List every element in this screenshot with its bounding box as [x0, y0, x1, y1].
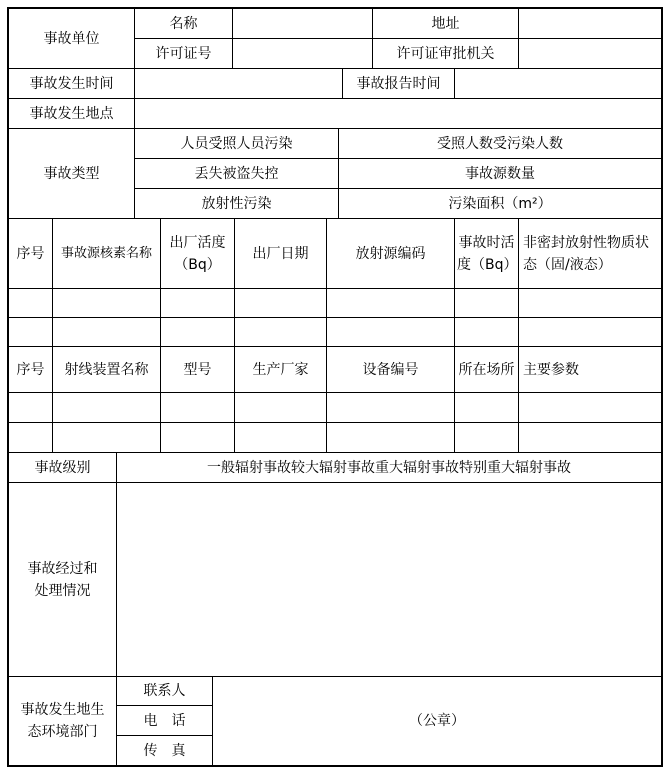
- source-row-1-incident-activity[interactable]: [455, 289, 519, 318]
- level-label: 事故级别: [9, 453, 117, 483]
- license-authority-label: 许可证审批机关: [373, 39, 519, 69]
- source-header-nuclide: 事故源核素名称: [53, 219, 161, 289]
- phone-label: 电 话: [117, 706, 213, 736]
- occur-place-value[interactable]: [135, 99, 661, 129]
- device-row-1-index[interactable]: [9, 393, 53, 423]
- address-label: 地址: [373, 9, 519, 39]
- process-value[interactable]: [117, 483, 661, 677]
- address-value[interactable]: [519, 9, 661, 39]
- device-row-2-params[interactable]: [519, 423, 661, 453]
- source-row-1-index[interactable]: [9, 289, 53, 318]
- type-exposure-count[interactable]: 受照人数受污染人数: [339, 129, 661, 159]
- type-pollution-area[interactable]: 污染面积（m²）: [339, 189, 661, 219]
- source-row-1-factory-date[interactable]: [235, 289, 327, 318]
- device-row-1-name[interactable]: [53, 393, 161, 423]
- device-header-params: 主要参数: [519, 347, 661, 393]
- contact-label: 联系人: [117, 677, 213, 706]
- source-header-state: 非密封放射性物质状态（固/液态）: [519, 219, 661, 289]
- type-radioactive-pollution[interactable]: 放射性污染: [135, 189, 339, 219]
- occur-time-value[interactable]: [135, 69, 343, 99]
- report-time-value[interactable]: [455, 69, 661, 99]
- type-source-count[interactable]: 事故源数量: [339, 159, 661, 189]
- type-person-exposure[interactable]: 人员受照人员污染: [135, 129, 339, 159]
- device-row-1-number[interactable]: [327, 393, 455, 423]
- device-header-number: 设备编号: [327, 347, 455, 393]
- source-row-2-index[interactable]: [9, 318, 53, 347]
- device-header-location: 所在场所: [455, 347, 519, 393]
- device-row-2-model[interactable]: [161, 423, 235, 453]
- level-options[interactable]: 一般辐射事故较大辐射事故重大辐射事故特别重大辐射事故: [117, 453, 661, 483]
- official-seal: （公章）: [409, 713, 465, 729]
- source-row-1-state[interactable]: [519, 289, 661, 318]
- source-row-1-factory-activity[interactable]: [161, 289, 235, 318]
- source-header-incident-activity: 事故时活度（Bq）: [455, 219, 519, 289]
- process-label: 事故经过和处理情况: [9, 483, 117, 677]
- unit-label: 事故单位: [9, 9, 135, 69]
- device-header-name: 射线装置名称: [53, 347, 161, 393]
- source-header-factory-date: 出厂日期: [235, 219, 327, 289]
- source-row-2-factory-activity[interactable]: [161, 318, 235, 347]
- type-lost-stolen[interactable]: 丢失被盗失控: [135, 159, 339, 189]
- source-header-code: 放射源编码: [327, 219, 455, 289]
- fax-label: 传 真: [117, 736, 213, 765]
- device-row-2-index[interactable]: [9, 423, 53, 453]
- source-row-1-code[interactable]: [327, 289, 455, 318]
- device-row-1-manufacturer[interactable]: [235, 393, 327, 423]
- device-header-model: 型号: [161, 347, 235, 393]
- occur-time-label: 事故发生时间: [9, 69, 135, 99]
- license-no-label: 许可证号: [135, 39, 233, 69]
- device-row-2-manufacturer[interactable]: [235, 423, 327, 453]
- type-label: 事故类型: [9, 129, 135, 219]
- dept-label: 事故发生地生态环境部门: [9, 677, 117, 765]
- name-label: 名称: [135, 9, 233, 39]
- license-no-value[interactable]: [233, 39, 373, 69]
- device-row-2-name[interactable]: [53, 423, 161, 453]
- source-header-index: 序号: [9, 219, 53, 289]
- device-header-manufacturer: 生产厂家: [235, 347, 327, 393]
- source-row-2-incident-activity[interactable]: [455, 318, 519, 347]
- report-time-label: 事故报告时间: [343, 69, 455, 99]
- source-row-1-nuclide[interactable]: [53, 289, 161, 318]
- source-header-factory-activity: 出厂活度（Bq）: [161, 219, 235, 289]
- device-header-index: 序号: [9, 347, 53, 393]
- device-row-1-model[interactable]: [161, 393, 235, 423]
- license-authority-value[interactable]: [519, 39, 661, 69]
- incident-report-form: [7, 7, 663, 767]
- occur-place-label: 事故发生地点: [9, 99, 135, 129]
- source-row-2-factory-date[interactable]: [235, 318, 327, 347]
- device-row-1-location[interactable]: [455, 393, 519, 423]
- name-value[interactable]: [233, 9, 373, 39]
- source-row-2-code[interactable]: [327, 318, 455, 347]
- device-row-2-location[interactable]: [455, 423, 519, 453]
- device-row-1-params[interactable]: [519, 393, 661, 423]
- source-row-2-state[interactable]: [519, 318, 661, 347]
- source-row-2-nuclide[interactable]: [53, 318, 161, 347]
- device-row-2-number[interactable]: [327, 423, 455, 453]
